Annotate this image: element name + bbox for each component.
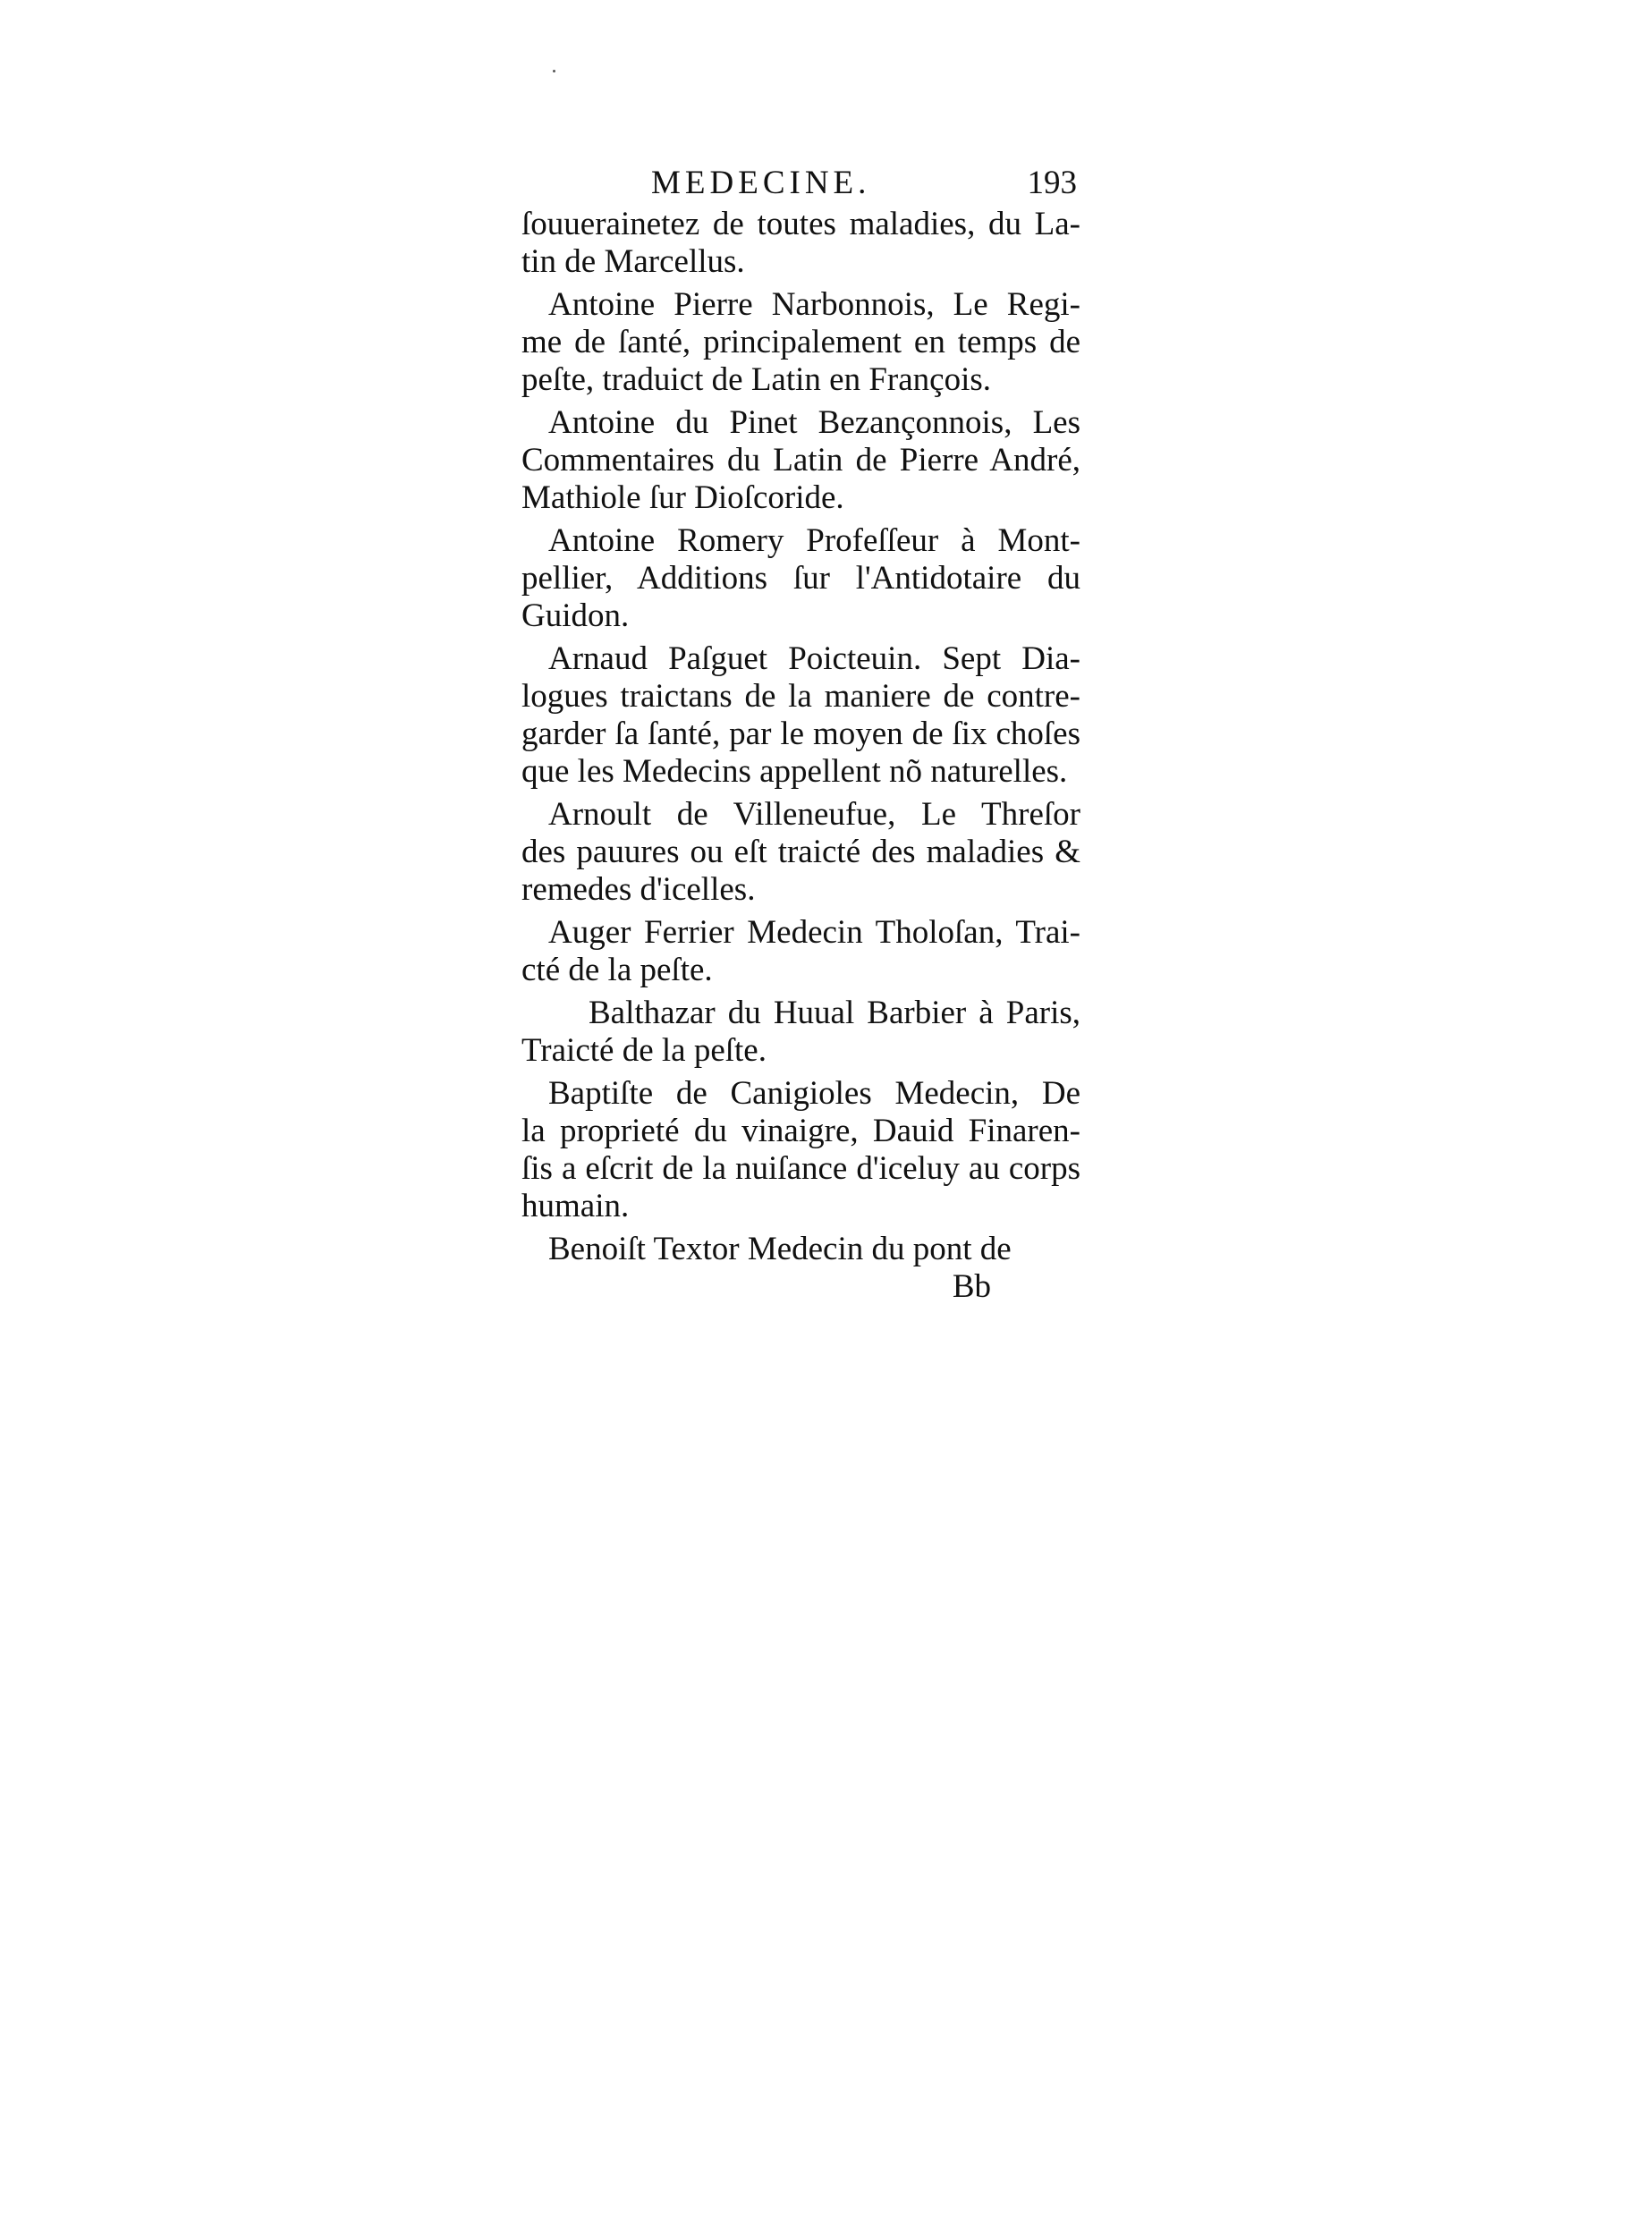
bibliography-entry xyxy=(521,796,1080,909)
entry-list xyxy=(521,206,1080,1268)
text-line: me de ſanté, principalement en temps de xyxy=(521,324,1080,360)
paper-speck xyxy=(553,70,555,72)
running-head: MEDECINE. xyxy=(651,165,871,201)
bibliography-entry xyxy=(521,404,1080,517)
text-line: cté de la peſte. xyxy=(521,952,713,988)
text-line: Traicté de la peſte. xyxy=(521,1032,767,1069)
text-line: la proprieté du vinaigre, Dauid Finaren- xyxy=(521,1113,1080,1149)
catchword: Bb xyxy=(952,1268,991,1305)
text-line: Baptiſte de Canigioles Medecin, De xyxy=(548,1075,1080,1112)
bibliography-entry xyxy=(521,522,1080,635)
text-line: Arnoult de Villeneufue, Le Threſor xyxy=(548,796,1080,833)
text-line: Antoine Pierre Narbonnois, Le Regi- xyxy=(548,286,1080,323)
text-line: que les Medecins appellent nõ naturelles. xyxy=(521,753,1068,790)
text-line: tin de Marcellus. xyxy=(521,243,745,280)
text-line: Balthazar du Huual Barbier à Paris, xyxy=(589,995,1080,1031)
text-line: Arnaud Paſguet Poicteuin. Sept Dia- xyxy=(548,640,1080,677)
text-line: Guidon. xyxy=(521,597,630,634)
bibliography-entry xyxy=(521,286,1080,399)
bibliography-entry xyxy=(521,1075,1080,1225)
text-line: Antoine Romery Profeſſeur à Mont- xyxy=(548,522,1080,559)
bibliography-entry xyxy=(521,206,1080,281)
text-line: Auger Ferrier Medecin Tholoſan, Trai- xyxy=(548,914,1080,951)
text-line: peſte, traduict de Latin en François. xyxy=(521,361,992,398)
bibliography-entry xyxy=(521,914,1080,989)
text-line: logues traictans de la maniere de contre- xyxy=(521,678,1080,715)
bibliography-entry xyxy=(521,1231,1080,1268)
text-line: garder ſa ſanté, par le moyen de ſix choſes xyxy=(521,716,1080,752)
text-line: ſis a eſcrit de la nuiſance d'iceluy au corps xyxy=(521,1150,1080,1187)
page-number: 193 xyxy=(1027,165,1077,201)
text-line: Antoine du Pinet Bezançonnois, Les xyxy=(548,404,1080,441)
text-block xyxy=(521,161,1080,1306)
text-line: remedes d'icelles. xyxy=(521,871,756,908)
text-line: Commentaires du Latin de Pierre André, xyxy=(521,442,1080,479)
text-line: pellier, Additions ſur l'Antidotaire du xyxy=(521,560,1080,597)
text-line: Benoiſt Textor Medecin du pont de xyxy=(548,1231,1012,1267)
text-line: des pauures ou eſt traicté des maladies & xyxy=(521,834,1080,870)
text-line: ſouuerainetez de toutes maladies, du La- xyxy=(521,206,1080,242)
text-line: Mathiole ſur Dioſcoride. xyxy=(521,479,844,516)
bibliography-entry xyxy=(521,995,1080,1070)
bibliography-entry xyxy=(521,640,1080,791)
text-line: humain. xyxy=(521,1188,630,1224)
page-header xyxy=(521,161,1080,206)
